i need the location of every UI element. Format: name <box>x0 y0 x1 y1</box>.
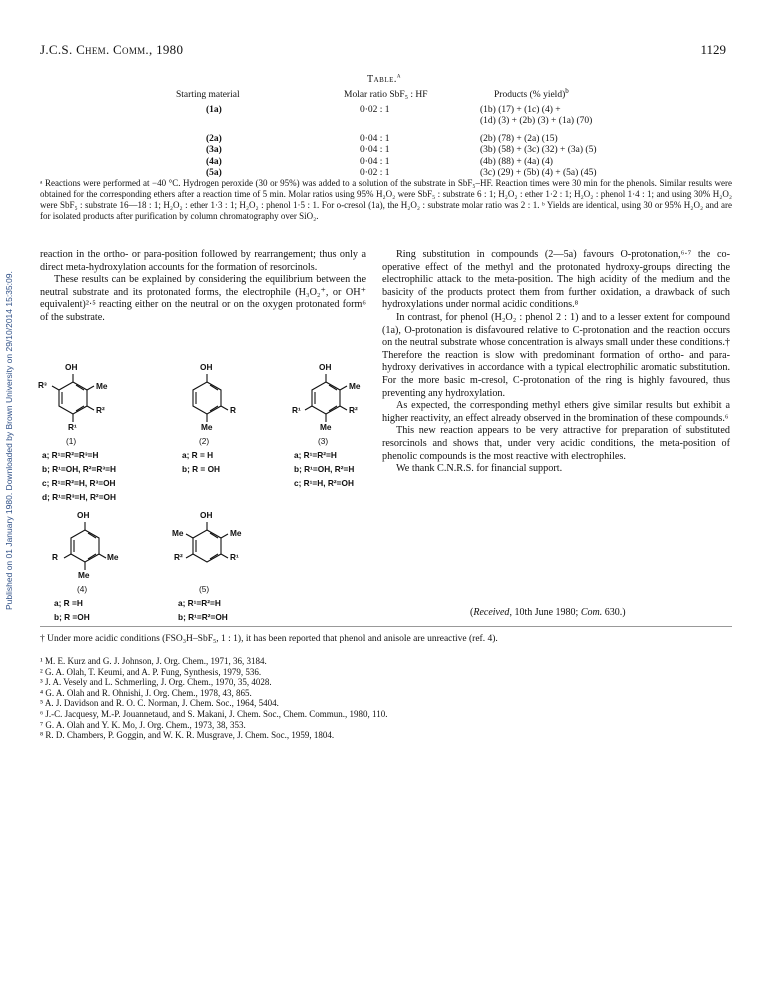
table-row <box>170 116 716 128</box>
struct-4-me-bottom: Me <box>78 570 90 580</box>
col-header-ratio: Molar ratio SbF₅ : HF <box>344 90 428 100</box>
ring-structure-2 <box>193 374 228 422</box>
page-number: 1129 <box>700 42 726 57</box>
reference-item: ⁴ G. A. Olah and R. Ohnishi, J. Org. Chem., 1978, 43, 865. <box>40 687 252 698</box>
right-column <box>382 249 730 476</box>
struct-2-me: Me <box>201 422 213 432</box>
struct-5-r2: R² <box>174 552 183 562</box>
received-line <box>470 607 626 618</box>
cell-products: (3c) (29) + (5b) (4) + (5a) (45) <box>480 168 597 178</box>
struct-3-num: (3) <box>318 436 329 446</box>
struct-3-r2: R² <box>349 405 358 415</box>
col-header-products-sup: b <box>565 86 569 95</box>
table-row <box>170 145 716 157</box>
struct-3-oh: OH <box>319 362 332 372</box>
cell-ratio: 0·04 : 1 <box>360 156 390 167</box>
table-row <box>170 157 716 169</box>
struct-5-r1: R¹ <box>230 552 239 562</box>
struct-4-num: (4) <box>77 584 88 594</box>
journal-header <box>40 42 183 58</box>
cell-products: (1b) (17) + (1c) (4) + <box>480 104 561 115</box>
received-date: , 10th June 1980; <box>509 607 581 618</box>
cell-products: (2b) (78) + (2a) (15) <box>480 133 558 144</box>
cell-products: (3b) (58) + (3c) (32) + (3a) (5) <box>480 145 597 155</box>
struct-1-variant: d; R¹=R³=H, R²=OH <box>42 492 116 502</box>
table-title-sup: a <box>396 71 401 80</box>
ring-structure-5 <box>186 522 228 562</box>
struct-3-variant: b; R¹=OH, R²=H <box>294 464 355 474</box>
struct-3-variant: a; R¹=R²=H <box>294 450 337 460</box>
paragraph: We thank C.N.R.S. for financial support. <box>396 463 563 475</box>
reference-item: ² G. A. Olah, T. Keumi, and A. P. Fung, Synthesis, 1979, 536. <box>40 666 262 677</box>
table-footnote: ᵃ Reactions were performed at −40 °C. Hydrogen peroxide (30 or 95%) was added to a solution of the substrate in SbF₅–HF. Reaction times were 30 min for the phenols. Similar results were obtained for the corresponding ethers after a reaction time of 5 min. Molar ratios using 95% H₂O₂ were SbF₅ : substrate 6 : 1; H₂O₂ : ether 1·2 : 1; H₂O₂ : phenol 1·4 : 1; and using 30% H₂O₂ were SbF₅ : substrate 16—18 : 1; H₂O₂ : ether 1·3 : 1; H₂O₂ : phenol 1·5 : 1. For o-cresol (1a), the H₂O₂ : substrate molar ratio was 2 : 1. ᵇ Yields are identical, using 30 or 95% H₂O₂ and are for isolated products after purification by column chromatography over SiO₂. <box>40 178 732 221</box>
struct-1-r3: R³ <box>38 380 47 390</box>
struct-5-me-left: Me <box>172 528 184 538</box>
struct-4-variant: b; R =OH <box>54 612 90 622</box>
struct-2-oh: OH <box>200 362 213 372</box>
table-row <box>170 105 716 117</box>
dagger-footnote: † Under more acidic conditions (FSO₃H–SbF₅, 1 : 1), it has been reported that phenol and anisole are unreactive (ref. 4). <box>40 634 498 644</box>
paragraph: As expected, the corresponding methyl ethers give similar results but exhibit a higher reactivity, an effect already observed in the bromination of these compounds.⁶ <box>382 400 730 424</box>
cell-material: (1a) <box>206 104 222 115</box>
struct-4-r: R <box>52 552 58 562</box>
col-header-material: Starting material <box>176 90 240 100</box>
struct-2-num: (2) <box>199 436 210 446</box>
cell-ratio: 0·02 : 1 <box>360 168 390 178</box>
reference-item: ⁵ A. J. Davidson and R. O. C. Norman, J. Chem. Soc., 1964, 5404. <box>40 698 279 709</box>
ring-structure-4 <box>64 522 106 570</box>
download-note: Published on 01 January 1980. Downloaded by Brown University on 29/10/2014 15:35:09. <box>4 271 14 610</box>
journal-name: Chem. Comm. <box>76 42 149 57</box>
struct-2-r: R <box>230 405 236 415</box>
col-header-products <box>474 86 716 105</box>
struct-5-variant: a; R¹=R²=H <box>178 598 221 608</box>
struct-2-variant: b; R = OH <box>182 464 221 474</box>
left-column <box>40 249 366 325</box>
divider <box>40 626 732 627</box>
paragraph: Ring substitution in compounds (2—5a) favours O-protonation,⁶·⁷ the co-operative effect of the methyl and the protonated hydroxy-groups directing the electrophilic attack to the meta-position. The high acidity of the medium and the basicity of the products protect them from further oxidation, a drawback of such hydroxylations under normal acidic conditions.⁸ <box>382 249 730 311</box>
paragraph: This new reaction appears to be very attractive for preparation of substituted resorcinols and shows that, under very acidic conditions, the meta-position of phenolic compounds is the most reactive with electrophiles. <box>382 425 730 462</box>
reference-item: ¹ M. E. Kurz and G. J. Johnson, J. Org. Chem., 1971, 36, 3184. <box>40 656 267 666</box>
struct-1-variant: b; R¹=OH, R²=R³=H <box>42 464 116 474</box>
struct-3-me-bottom: Me <box>320 422 332 432</box>
cell-material: (3a) <box>206 145 222 155</box>
struct-1-num: (1) <box>66 436 77 446</box>
cell-ratio: 0·04 : 1 <box>360 133 390 144</box>
cell-ratio: 0·04 : 1 <box>360 145 390 155</box>
struct-1-variant: a; R¹=R²=R³=H <box>42 450 99 460</box>
struct-2-variant: a; R = H <box>182 450 214 460</box>
cell-products: (1d) (3) + (2b) (3) + (1a) (70) <box>480 116 593 126</box>
struct-3-r1: R¹ <box>292 405 301 415</box>
ring-structure-1 <box>52 374 94 422</box>
reference-item: ³ J. A. Vesely and L. Schmerling, J. Org. Chem., 1970, 35, 4028. <box>40 677 272 688</box>
reference-item: ⁷ G. A. Olah and Y. K. Mo, J. Org. Chem., 1973, 38, 353. <box>40 719 246 730</box>
struct-5-me-right: Me <box>230 528 242 538</box>
results-table <box>170 86 716 180</box>
received-word: Received <box>473 607 510 618</box>
struct-1-r2: R² <box>96 405 105 415</box>
cell-products: (4b) (88) + (4a) (4) <box>480 156 553 167</box>
cell-material: (2a) <box>206 133 222 144</box>
cell-ratio: 0·02 : 1 <box>360 104 390 115</box>
struct-1-variant: c; R¹=R²=H, R³=OH <box>42 478 116 488</box>
struct-5-oh: OH <box>200 510 213 520</box>
table-header-row <box>170 90 716 105</box>
struct-4-me: Me <box>107 552 119 562</box>
reference-item: ⁸ R. D. Chambers, P. Goggin, and W. K. R. Musgrave, J. Chem. Soc., 1959, 1804. <box>40 730 335 741</box>
paragraph: reaction in the ortho- or para-position followed by rearrangement; thus only a direct meta-hydroxylation accounts for the formation of resorcinols. <box>40 249 366 273</box>
received-open: ( <box>470 607 474 618</box>
reference-item: ⁶ J.-C. Jacquesy, M.-P. Jouannetaud, and S. Makani, J. Chem. Soc., Chem. Commun., 1980, 110. <box>40 708 388 719</box>
paragraph: These results can be explained by considering the equilibrium between the neutral substrate and its protonated forms, the electrophile (H₃O₂⁺, or OH⁺ equivalent)²·⁵ reacting either on the neutral or on the oxygen protonated form⁶ of the substrate. <box>40 274 366 323</box>
struct-4-variant: a; R =H <box>54 598 83 608</box>
struct-3-variant: c; R¹=H, R²=OH <box>294 478 354 488</box>
cell-ratio <box>324 116 474 128</box>
received-num: 630.) <box>602 607 626 618</box>
cell-material: (5a) <box>206 168 222 178</box>
paragraph: In contrast, for phenol (H₂O₂ : phenol 2 : 1) and to a lesser extent for compound (1a), O-protonation is disfavoured relative to C-protonation and the reaction occurs on the neutral substrate whose concentration is always small under these conditions.† Therefore the reaction is slow with predominant formation of ortho- and para-hydroxy derivatives in accordance with a typical electrophilic aromatic substitution. For the more basic m-cresol, C-protonation of the ring is highly favoured, thus preventing any hydroxylation. <box>382 311 730 399</box>
journal-prefix: J.C.S. <box>40 42 73 57</box>
received-com: Com. <box>580 607 603 618</box>
cell-material: (4a) <box>206 156 222 167</box>
references-list <box>40 656 387 741</box>
struct-4-oh: OH <box>77 510 90 520</box>
table-title-text: Table. <box>366 74 397 85</box>
struct-3-me: Me <box>349 381 361 391</box>
ring-structure-3 <box>305 374 347 422</box>
col-header-products-text: Products (% yield) <box>494 90 566 100</box>
struct-5-num: (5) <box>199 584 210 594</box>
table-row <box>170 134 716 146</box>
struct-1-r1: R¹ <box>68 422 77 432</box>
table-title <box>0 71 768 85</box>
cell-material <box>170 116 324 128</box>
struct-1-oh: OH <box>65 362 78 372</box>
struct-1-me: Me <box>96 381 108 391</box>
struct-5-variant: b; R¹=R²=OH <box>178 612 228 622</box>
journal-year: , 1980 <box>148 42 184 57</box>
